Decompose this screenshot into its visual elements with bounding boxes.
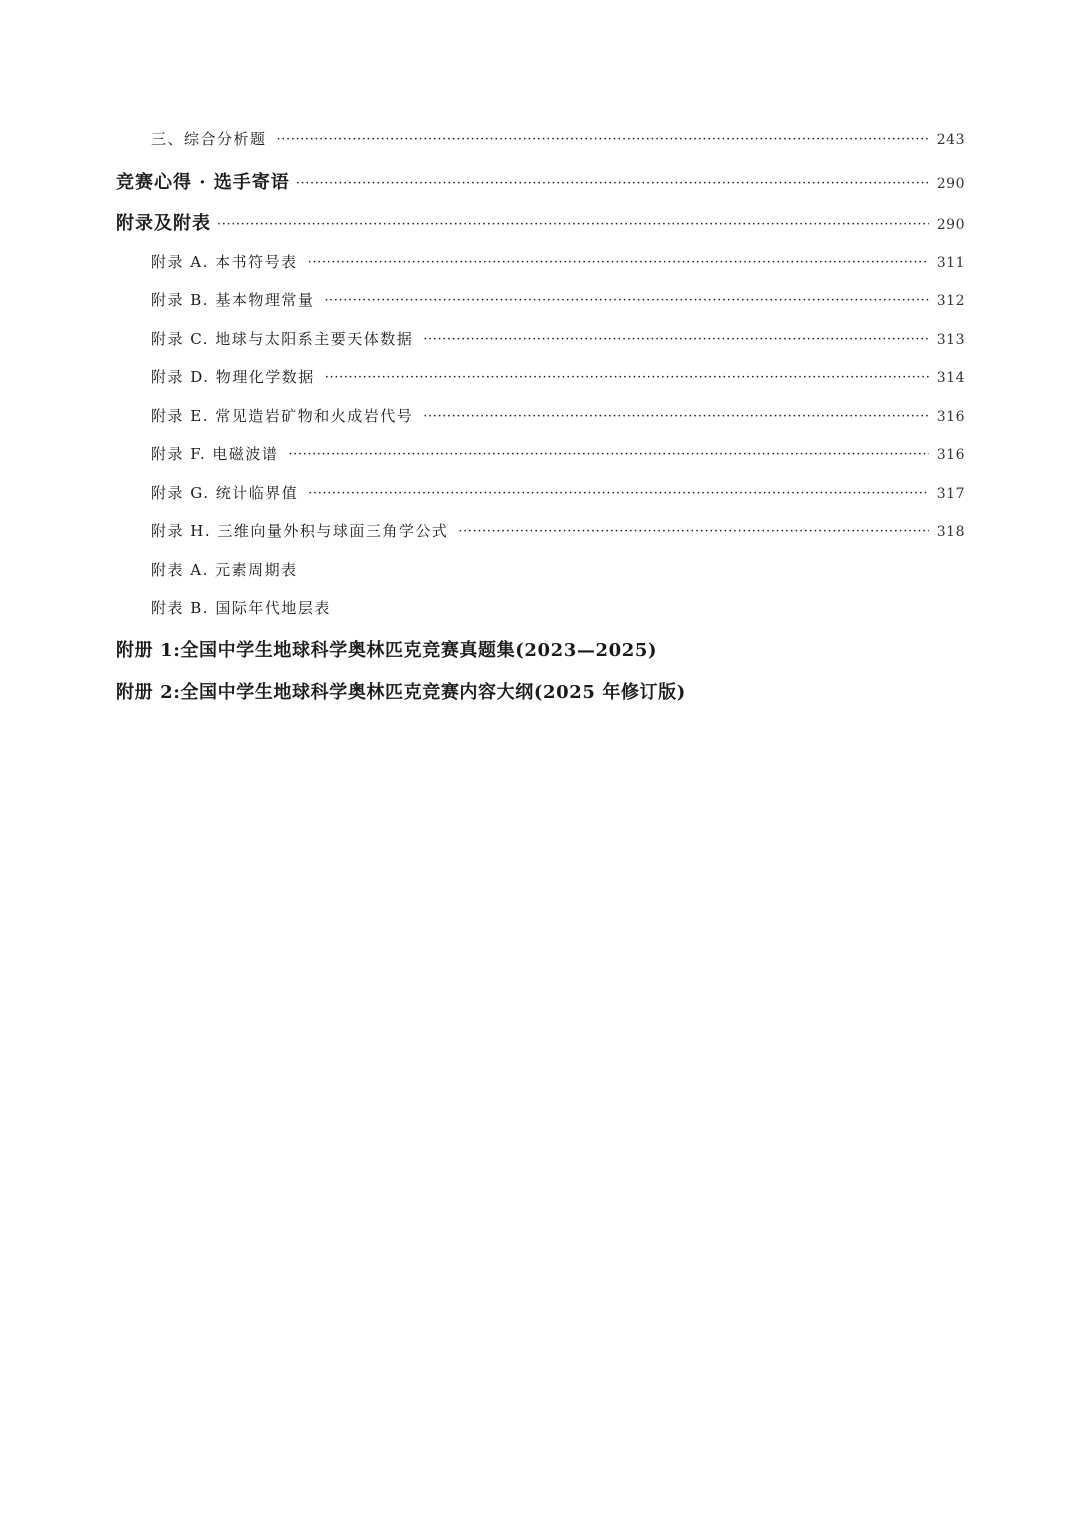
toc-entry-page: 313: [936, 332, 965, 348]
toc-entry-title: 附录 A. 本书符号表: [151, 253, 298, 271]
toc-supplement-title: 附册 1:全国中学生地球科学奥林匹克竞赛真题集(2023—2025): [116, 640, 658, 661]
dot-leader: [423, 332, 929, 347]
toc-entry: [151, 366, 965, 387]
toc-entry-title: 附录 E. 常见造岩矿物和火成岩代号: [151, 407, 414, 425]
toc-entry-page: 317: [936, 486, 965, 502]
dot-leader: [308, 255, 929, 270]
toc-entry: [151, 520, 965, 541]
toc-section-page: 290: [936, 217, 965, 233]
toc-section: [116, 209, 965, 235]
toc-supplement: [116, 678, 976, 704]
toc-entry-page: 311: [936, 255, 965, 271]
toc-supplement-title: 附册 2:全国中学生地球科学奥林匹克竞赛内容大纲(2025 年修订版): [116, 682, 686, 703]
toc-entry-title: 附表 A. 元素周期表: [151, 561, 298, 579]
toc-section: [116, 168, 965, 194]
toc-entry-title: 附录 C. 地球与太阳系主要天体数据: [151, 330, 414, 348]
toc-entry: [151, 405, 965, 426]
toc-entry-title: 附表 B. 国际年代地层表: [151, 599, 331, 617]
dot-leader: [308, 486, 929, 501]
toc-entry-page: 312: [936, 293, 965, 309]
toc-supplement: [116, 636, 976, 662]
dot-leader: [458, 524, 928, 539]
toc-entry-page: 316: [936, 409, 965, 425]
dot-leader: [277, 132, 929, 147]
toc-entry: [151, 597, 965, 618]
dot-leader: [296, 176, 929, 191]
toc-entry-title: 附录 G. 统计临界值: [151, 484, 299, 502]
toc-entry-page: 243: [936, 132, 965, 148]
dot-leader: [288, 447, 928, 462]
toc-entry-title: 附录 H. 三维向量外积与球面三角学公式: [151, 522, 449, 540]
toc-section-title: 竞赛心得 · 选手寄语: [116, 172, 290, 193]
toc-section-title: 附录及附表: [116, 213, 211, 234]
toc-entry: [151, 559, 965, 580]
toc-entry-page: 318: [936, 524, 965, 540]
toc-entry: [151, 128, 965, 149]
toc-entry: [151, 251, 965, 272]
toc-entry: [151, 289, 965, 310]
toc-entry-page: 314: [936, 370, 965, 386]
toc-entry-title: 附录 B. 基本物理常量: [151, 291, 315, 309]
toc-entry-title: 附录 D. 物理化学数据: [151, 368, 315, 386]
toc-entry-title: 三、综合分析题: [151, 130, 267, 148]
dot-leader: [325, 370, 929, 385]
dot-leader: [217, 217, 929, 232]
toc-entry: [151, 443, 965, 464]
toc-entry-page: 316: [936, 447, 965, 463]
dot-leader: [423, 409, 929, 424]
toc-section-page: 290: [936, 176, 965, 192]
toc-entry: [151, 328, 965, 349]
dot-leader: [324, 293, 928, 308]
toc-entry-title: 附录 F. 电磁波谱: [151, 445, 279, 463]
toc-entry: [151, 482, 965, 503]
